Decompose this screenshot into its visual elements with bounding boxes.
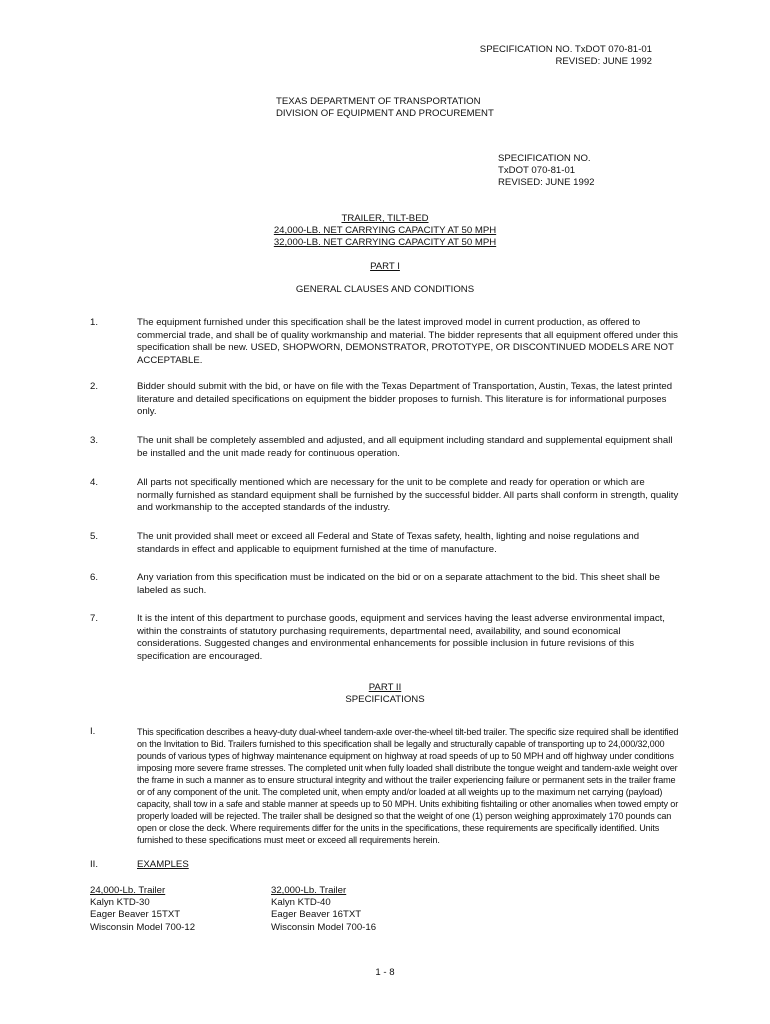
clause-7-text: It is the intent of this department to purchase goods, equipment and services having the least adverse environmental impact, within the constraints of statutory purchasing requirements, departmental need, availability, and sound economical considerations. Suggested changes and environmental enhancements for possible inclusion in future revisions of this specification are encouraged.	[137, 613, 665, 662]
clause-3-number: 3.	[90, 435, 99, 446]
clause-5-text: The unit provided shall meet or exceed all Federal and State of Texas safety, health, lighting and noise regulations and standards in effect and applicable to equipment furnished at the time of manufacture.	[137, 531, 640, 555]
clause-5-number: 5.	[90, 531, 99, 542]
agency-block	[276, 96, 494, 120]
clause-2-number: 2.	[90, 381, 99, 392]
clause-1-text: The equipment furnished under this specification shall be the latest improved model in current production, as offered to commercial trade, and shall be of quality workmanship and material. The bidder represents that all equipment offered under this specification shall be new. USED, SHOPWORN, DEMONSTRATOR, PROTOTYPE, OR DISCONTINUED MODELS ARE NOT ACCEPTABLE.	[137, 317, 678, 366]
revised-line: REVISED: JUNE 1992	[555, 56, 652, 67]
spec-block-line1: SPECIFICATION NO.	[498, 153, 591, 164]
example-item: Eager Beaver 15TXT	[90, 909, 181, 921]
spec-header	[470, 44, 652, 68]
title-line2: 24,000-LB. NET CARRYING CAPACITY AT 50 MPH	[273, 225, 497, 236]
part1-heading: PART I	[370, 261, 400, 272]
part2-subheading: SPECIFICATIONS	[345, 694, 425, 705]
example-item: Wisconsin Model 700-12	[90, 921, 196, 933]
examples-label: EXAMPLES	[137, 859, 189, 870]
agency-name: TEXAS DEPARTMENT OF TRANSPORTATION	[276, 96, 481, 107]
clause-4-text: All parts not specifically mentioned which are necessary for the unit to be complete and ready for operation or which are normally furnished as standard equipment shall be furnished by the successful bidder. All parts shall conform in strength, quality and workmanship to the accepted standards of the industry.	[137, 477, 679, 514]
example-heading: 24,000-Lb. Trailer	[90, 885, 166, 896]
example-item: Kalyn KTD-30	[90, 897, 150, 909]
agency-division: DIVISION OF EQUIPMENT AND PROCUREMENT	[276, 108, 494, 119]
spec-I-text: This specification describes a heavy-duty dual-wheel tandem-axle over-the-wheel tilt-bed trailer. The specific size required shall be identified on the Invitation to Bid. Trailers furnished to this specification shall be legally and structurally capable of transporting up to 24,000/32,000 pounds of various types of highway maintenance equipment on highway at road speeds of up to 50 MPH and off highway under conditions imposing more severe frame stresses. The completed unit when fully loaded shall distribute the tongue weight and tandem-axle weight over the frame in such a manner as to ensure structural integrity and without the trailer experiencing failure or permanent sets in the trailer frame or of any component of the unit. The completed unit, when empty and/or loaded at all weights up to the maximum net carrying (payload) capacity, shall tow in a safe and stable manner at speeds up to 50 MPH. Units exhibiting fishtailing or other anomalies when towed empty or properly loaded will be rejected. The trailer shall be designed so that the weight of one (1) person weighing approximately 170 pounds can open or close the deck. Where requirements differ for the units in the specifications, these requirements are specifically identified. Units furnished to these specifications must meet or exceed all requirements herein.	[137, 727, 679, 845]
clause-6-number: 6.	[90, 572, 99, 583]
spec-block-line3: REVISED: JUNE 1992	[498, 177, 595, 188]
examples-column-24000	[90, 885, 195, 934]
spec-block-line2: TxDOT 070-81-01	[498, 165, 576, 176]
part2-heading: PART II	[368, 682, 402, 693]
page-number: 1 - 8	[375, 967, 395, 978]
example-item: Wisconsin Model 700-16	[271, 921, 377, 933]
document-title	[0, 213, 770, 249]
clause-1-number: 1.	[90, 317, 99, 328]
spec-I-number: I.	[90, 726, 96, 737]
examples-column-32000	[271, 885, 376, 934]
spec-number-line: SPECIFICATION NO. TxDOT 070-81-01	[479, 44, 652, 55]
clause-7-number: 7.	[90, 613, 99, 624]
spec-II-number: II.	[90, 859, 98, 870]
example-heading: 32,000-Lb. Trailer	[271, 885, 347, 896]
spec-block	[498, 153, 595, 189]
clause-3-text: The unit shall be completely assembled and adjusted, and all equipment including standard and supplemental equipment shall be installed and the unit made ready for continuous operation.	[137, 435, 673, 459]
clause-4-number: 4.	[90, 477, 99, 488]
title-line1: TRAILER, TILT-BED	[341, 213, 429, 224]
title-line3: 32,000-LB. NET CARRYING CAPACITY AT 50 MPH	[273, 237, 497, 248]
example-item: Eager Beaver 16TXT	[271, 909, 362, 921]
example-item: Kalyn KTD-40	[271, 897, 331, 909]
clause-6-text: Any variation from this specification must be indicated on the bid or on a separate attachment to the bid. This sheet shall be labeled as such.	[137, 572, 660, 596]
clause-2-text: Bidder should submit with the bid, or have on file with the Texas Department of Transportation, Austin, Texas, the latest printed literature and detailed specifications on equipment the bidder proposes to furnish. This literature is for informational purposes only.	[137, 381, 673, 418]
part1-subheading: GENERAL CLAUSES AND CONDITIONS	[295, 284, 475, 295]
